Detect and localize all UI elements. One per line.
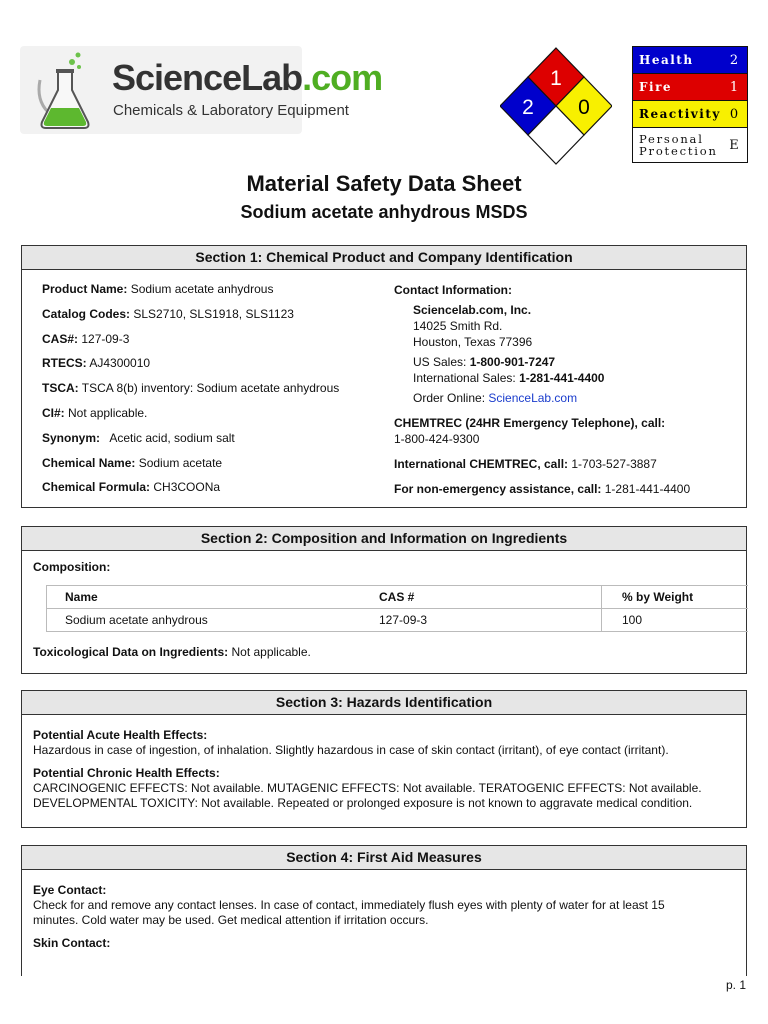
field-label: Catalog Codes:: [42, 306, 131, 321]
section-1: [21, 245, 747, 508]
us-sales-phone: 1-800-901-7247: [469, 355, 556, 369]
logo-word-science: Science: [112, 57, 242, 98]
company-city: Houston, Texas 77396: [413, 335, 533, 349]
field-ci: [42, 406, 382, 431]
chronic-text-line-1: CARCINOGENIC EFFECTS: Not available. MUTAGENIC EFFECTS: Not available. TERATOGENIC EFFECTS: Not available.: [33, 781, 702, 795]
product-fields: [42, 282, 382, 505]
company-name: Sciencelab.com, Inc.: [413, 303, 532, 317]
field-label: Product Name:: [42, 282, 128, 296]
intl-chemtrec-label: International CHEMTREC, call:: [394, 457, 569, 471]
section-heading: Section 4: First Aid Measures: [22, 846, 746, 870]
section-heading: Section 2: Composition and Information on Ingredients: [22, 527, 746, 551]
rating-label: Personal Protection: [639, 132, 718, 158]
us-sales-label: US Sales:: [413, 355, 470, 369]
nonemergency-label: For non-emergency assistance, call:: [394, 482, 602, 496]
table-cell: 100: [601, 609, 748, 631]
rating-label: Health: [639, 53, 694, 67]
rating-value: E: [729, 137, 739, 153]
rating-row-fire: [633, 74, 747, 101]
field-chemical-name: [42, 456, 382, 481]
section-4: [21, 845, 747, 976]
table-cell: Sodium acetate anhydrous: [46, 609, 359, 631]
page-number: p. 1: [725, 978, 746, 992]
field-value: 127-09-3: [78, 331, 130, 346]
order-online-link[interactable]: ScienceLab.com: [488, 391, 578, 405]
field-cas: [42, 332, 382, 357]
intl-sales-phone: 1-281-441-4400: [519, 371, 605, 385]
field-value: SLS2710, SLS1918, SLS1123: [130, 306, 294, 321]
nonemergency-line: [394, 481, 739, 497]
field-rtecs: [42, 356, 382, 381]
rating-row-reactivity: [633, 101, 747, 128]
nonemergency-phone: 1-281-441-4400: [601, 482, 691, 496]
field-value: CH3COONa: [150, 480, 221, 495]
nfpa-reactivity-value: 0: [578, 96, 590, 119]
eye-contact-line-1: Check for and remove any contact lenses. In case of contact, immediately flush eyes with plenty of water for at least 15: [33, 898, 665, 912]
company-street: 14025 Smith Rd.: [413, 319, 503, 333]
document-title: Material Safety Data Sheet: [246, 171, 522, 196]
field-value: Sodium acetate anhydrous: [127, 282, 274, 296]
field-label: RTECS:: [42, 356, 87, 371]
contact-block: [394, 282, 739, 497]
field-label: CI#:: [42, 405, 65, 420]
field-value: AJ4300010: [86, 356, 151, 371]
section-2: [21, 526, 747, 674]
rating-value: 0: [729, 106, 739, 122]
eye-contact-line-2: minutes. Cold water may be used. Get medical attention if irritation occurs.: [33, 913, 429, 927]
column-header: % by Weight: [601, 586, 748, 608]
field-catalog-codes: [42, 307, 382, 332]
toxicological-line: [33, 645, 311, 659]
column-header: CAS #: [379, 590, 415, 604]
nfpa-fire-value: 1: [550, 67, 562, 90]
field-product-name: [42, 282, 382, 307]
table-row: [46, 608, 748, 631]
us-sales-line: [394, 354, 739, 370]
rating-value: 1: [729, 79, 739, 95]
hazard-ratings-table: [632, 46, 748, 163]
section-3: [21, 690, 747, 828]
toxicological-value: Not applicable.: [228, 645, 311, 659]
logo-tagline: Chemicals & Laboratory Equipment: [113, 102, 349, 119]
contact-label: Contact Information:: [394, 283, 512, 297]
chemtrec-phone: 1-800-424-9300: [394, 432, 480, 446]
intl-chemtrec-phone: 1-703-527-3887: [568, 457, 657, 471]
field-label: Synonym:: [42, 430, 101, 445]
rating-label: Reactivity: [639, 107, 721, 121]
acute-text: Hazardous in case of ingestion, of inhalation. Slightly hazardous in case of skin contact (irritant), of eye contact (irritant).: [33, 743, 669, 757]
field-label: CAS#:: [42, 331, 79, 346]
field-tsca: [42, 381, 382, 406]
sciencelab-logo[interactable]: [20, 46, 383, 134]
document-subtitle: Sodium acetate anhydrous MSDS: [240, 202, 528, 222]
chronic-label: Potential Chronic Health Effects:: [33, 766, 220, 780]
chronic-text-line-2: DEVELOPMENTAL TOXICITY: Not available. Repeated or prolonged exposure is not known to aggravate medical condition.: [33, 796, 693, 810]
logo-word-lab: Lab: [241, 57, 303, 98]
section-heading: Section 1: Chemical Product and Company Identification: [22, 246, 746, 270]
hazards-body: [33, 728, 739, 811]
logo-wordmark: [112, 57, 383, 98]
field-label: Chemical Name:: [42, 455, 136, 470]
toxicological-label: Toxicological Data on Ingredients:: [33, 645, 229, 659]
table-header-row: [46, 586, 748, 608]
intl-sales-line: [394, 370, 739, 386]
field-chemical-formula: [42, 480, 382, 505]
section-heading: Section 3: Hazards Identification: [22, 691, 746, 715]
intl-chemtrec-line: [394, 456, 739, 472]
nfpa-health-value: 2: [522, 96, 534, 119]
field-label: Chemical Formula:: [42, 480, 151, 495]
field-synonym: [42, 431, 382, 456]
order-online-line: [394, 390, 739, 406]
nfpa-diamond: [500, 46, 612, 166]
field-value: Not applicable.: [64, 405, 148, 420]
rating-row-personal-protection: [633, 128, 747, 162]
acute-label: Potential Acute Health Effects:: [33, 728, 208, 742]
table-cell: 127-09-3: [379, 613, 428, 627]
column-header: Name: [46, 586, 359, 608]
composition-table: [46, 585, 748, 632]
first-aid-body: [33, 883, 739, 951]
field-label: TSCA:: [42, 381, 79, 396]
flask-icon: [34, 50, 96, 132]
chemtrec-label: CHEMTREC (24HR Emergency Telephone), call:: [394, 416, 666, 430]
rating-label: Fire: [639, 80, 673, 94]
order-online-label: Order Online:: [413, 391, 489, 405]
skin-contact-label: Skin Contact:: [33, 936, 111, 950]
rating-value: 2: [729, 52, 739, 68]
logo-word-com: .com: [302, 57, 383, 98]
composition-label: Composition:: [33, 560, 111, 574]
field-value: TSCA 8(b) inventory: Sodium acetate anhydrous: [78, 381, 340, 396]
intl-sales-label: International Sales:: [413, 371, 520, 385]
field-value: Acetic acid, sodium salt: [100, 430, 235, 445]
rating-row-health: [633, 47, 747, 74]
eye-contact-label: Eye Contact:: [33, 883, 107, 897]
field-value: Sodium acetate: [135, 455, 223, 470]
